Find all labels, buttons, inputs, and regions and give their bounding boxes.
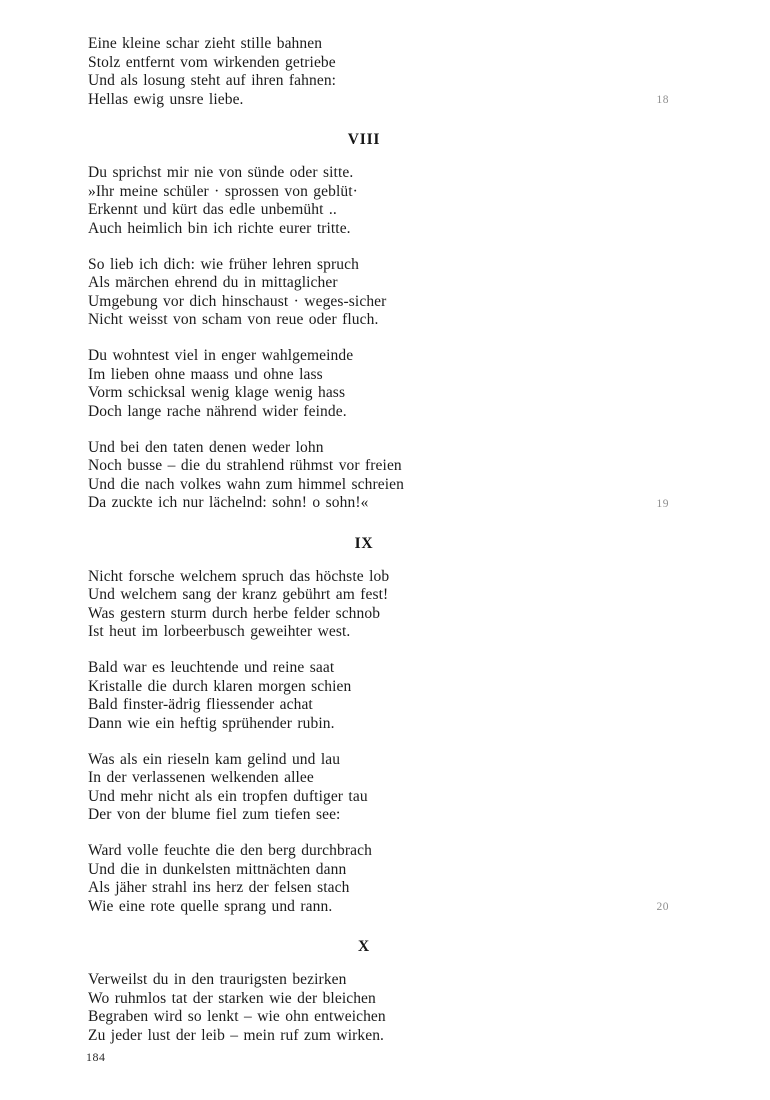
poem-line: Nicht weisst von scham von reue oder fluch. xyxy=(88,311,379,328)
poem-line: Auch heimlich bin ich richte eurer tritte. xyxy=(88,219,351,237)
poem-line: Was als ein rieseln kam gelind und lau xyxy=(88,750,341,768)
poem-line: Erkennt und kürt das edle unbemüht .. xyxy=(88,201,337,218)
poem-line: Und bei den taten denen weder lohn xyxy=(88,438,324,456)
poem-line: Als märchen ehrend du in mittaglicher xyxy=(88,274,338,291)
page-number: 184 xyxy=(86,1050,106,1064)
stanza xyxy=(88,842,669,916)
stanza xyxy=(88,438,669,513)
poem-line: Ward volle feuchte die den berg durchbrach xyxy=(88,842,372,859)
stanza xyxy=(88,568,640,642)
poem-line: Dann wie ein heftig sprühender rubin. xyxy=(88,714,335,732)
poem-line: Wie eine rote quelle sprang und rann. xyxy=(88,897,333,915)
poem-line: Zu jeder lust der leib – mein ruf zum wirken. xyxy=(88,1026,385,1044)
poem-line: Und die nach volkes wahn zum himmel schreien xyxy=(88,475,404,493)
poem-line: Und die in dunkelsten mittnächten dann xyxy=(88,860,347,878)
stanza xyxy=(88,971,640,1045)
poem-line: Bald finster-ädrig fliessender achat xyxy=(88,696,313,713)
poem-line: Du sprichst mir nie von sünde oder sitte. xyxy=(88,164,354,181)
margin-line-number: 20 xyxy=(656,901,669,913)
poem-line: Wo ruhmlos tat der starken wie der bleichen xyxy=(88,989,376,1007)
poem-line: »Ihr meine schüler · sprossen von geblüt· xyxy=(88,182,358,200)
section-heading: VIII xyxy=(347,131,381,148)
poem-line: Stolz entfernt vom wirkenden getriebe xyxy=(88,53,336,71)
poem-line: Im lieben ohne maass und ohne lass xyxy=(88,365,323,383)
stanza xyxy=(88,256,640,330)
poem-line: Und welchem sang der kranz gebührt am fest! xyxy=(88,586,389,603)
stanza xyxy=(88,751,640,825)
poem-line: Hellas ewig unsre liebe. xyxy=(88,90,244,108)
poem-line: Der von der blume fiel zum tiefen see: xyxy=(88,806,341,823)
poem-line: Verweilst du in den traurigsten bezirken xyxy=(88,971,347,988)
poem-line: Umgebung vor dich hinschaust · weges-sicher xyxy=(88,292,387,310)
poem-line: Was gestern sturm durch herbe felder schnob xyxy=(88,604,381,622)
section-heading: IX xyxy=(354,534,374,552)
poem-line: Kristalle die durch klaren morgen schien xyxy=(88,677,352,695)
poem-line: Und mehr nicht als ein tropfen duftiger tau xyxy=(88,787,368,805)
poem-line: Bald war es leuchtende und reine saat xyxy=(88,659,335,676)
poem-line: Du wohntest viel in enger wahlgemeinde xyxy=(88,347,354,364)
poem-line: Vorm schicksal wenig klage wenig hass xyxy=(88,384,346,401)
poem xyxy=(88,35,669,1063)
stanza xyxy=(88,164,640,238)
stanza xyxy=(88,347,640,421)
margin-line-number: 18 xyxy=(656,94,669,106)
poem-line: Nicht forsche welchem spruch das höchste lob xyxy=(88,567,390,585)
poem-line: So lieb ich dich: wie früher lehren spruch xyxy=(88,255,359,273)
poem-line: Ist heut im lorbeerbusch geweihter west. xyxy=(88,623,351,640)
poem-line: Eine kleine schar zieht stille bahnen xyxy=(88,35,323,52)
poem-line: Noch busse – die du strahlend rühmst vor freien xyxy=(88,457,402,474)
margin-line-number: 19 xyxy=(656,497,669,510)
poem-line: Doch lange rache nährend wider feinde. xyxy=(88,402,347,420)
poem-line: Als jäher strahl ins herz der felsen stach xyxy=(88,879,350,896)
poem-line: Begraben wird so lenkt – wie ohn entweichen xyxy=(88,1008,386,1025)
section-heading: X xyxy=(358,938,370,955)
stanza xyxy=(88,35,669,109)
poem-line: In der verlassenen welkenden allee xyxy=(88,769,314,786)
stanza xyxy=(88,659,640,733)
poem-line: Da zuckte ich nur lächelnd: sohn! o sohn!« xyxy=(88,494,369,511)
poem-line: Und als losung steht auf ihren fahnen: xyxy=(88,72,337,89)
